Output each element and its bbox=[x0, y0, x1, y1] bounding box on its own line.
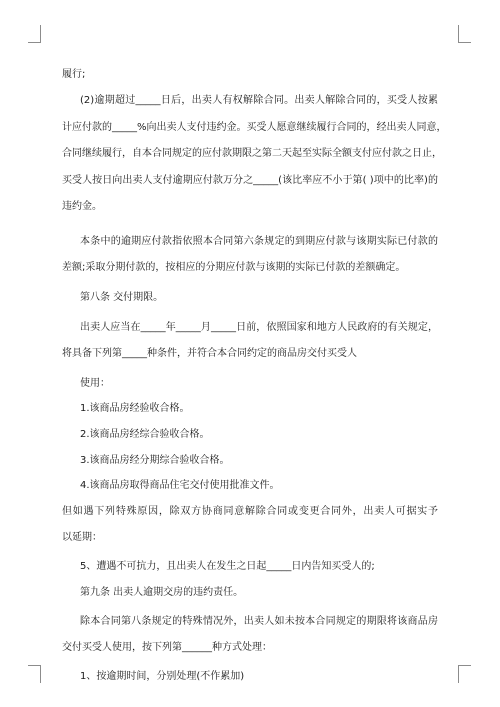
heading-text: 第八条 交付期限。 bbox=[80, 292, 164, 303]
text-line: 将具备下列第_____种条件，并符合本合同约定的商品房交付买受人 bbox=[62, 348, 357, 359]
text-line: 交付买受人使用，按下列第______种方式处理： bbox=[62, 642, 272, 653]
text-line: 以延期： bbox=[62, 532, 102, 543]
crop-mark-bottom-left bbox=[28, 665, 41, 683]
text-line: 1.该商品房经验收合格。 bbox=[80, 403, 190, 414]
text-line: 除本合同第八条规定的特殊情况外，出卖人如未按本合同规定的期限将该商品房 bbox=[80, 616, 438, 627]
text-line: 1、按逾期时间，分别处理(不作累加) bbox=[80, 671, 245, 682]
text-line: 3.该商品房经分期综合验收合格。 bbox=[80, 455, 230, 466]
text-line: 但如遇下列特殊原因，除双方协商同意解除合同或变更合同外，出卖人可据实予 bbox=[62, 506, 438, 517]
text-line: (2)逾期超过_____日后，出卖人有权解除合同。出卖人解除合同的，买受人按累 bbox=[80, 95, 438, 106]
heading-text: 第九条 出卖人逾期交房的违约责任。 bbox=[80, 587, 244, 598]
text-line: 2.该商品房经综合验收合格。 bbox=[80, 429, 210, 440]
crop-mark-top-right bbox=[458, 25, 471, 43]
crop-mark-top-left bbox=[28, 25, 41, 43]
text-line: 违约金。 bbox=[62, 201, 102, 212]
text-line: 计应付款的_____%向出卖人支付违约金。买受人愿意继续履行合同的，经出卖人同意， bbox=[62, 122, 447, 133]
text-line: 合同继续履行，自本合同规定的应付款期限之第二天起至实际全额支付应付款之日止， bbox=[62, 148, 442, 159]
text-line: 本条中的逾期应付款指依照本合同第六条规定的到期应付款与该期实际已付款的 bbox=[80, 236, 438, 247]
crop-mark-bottom-right bbox=[458, 665, 471, 683]
text-line: 买受人按日向出卖人支付逾期应付款万分之_____(该比率应不小于第( )项中的比率)的 bbox=[62, 175, 438, 186]
text-line: 出卖人应当在_____年_____月_____日前，依照国家和地方人民政府的有关规定， bbox=[80, 322, 438, 333]
text-line: 履行; bbox=[62, 69, 86, 80]
text-line: 5、遭遇不可抗力，且出卖人在发生之日起_____日内告知买受人的; bbox=[80, 561, 375, 572]
text-line: 4.该商品房取得商品住宅交付使用批准文件。 bbox=[80, 480, 280, 491]
text-line: 使用： bbox=[80, 378, 110, 389]
text-line: 差额;采取分期付款的，按相应的分期应付款与该期的实际已付款的差额确定。 bbox=[62, 262, 406, 273]
